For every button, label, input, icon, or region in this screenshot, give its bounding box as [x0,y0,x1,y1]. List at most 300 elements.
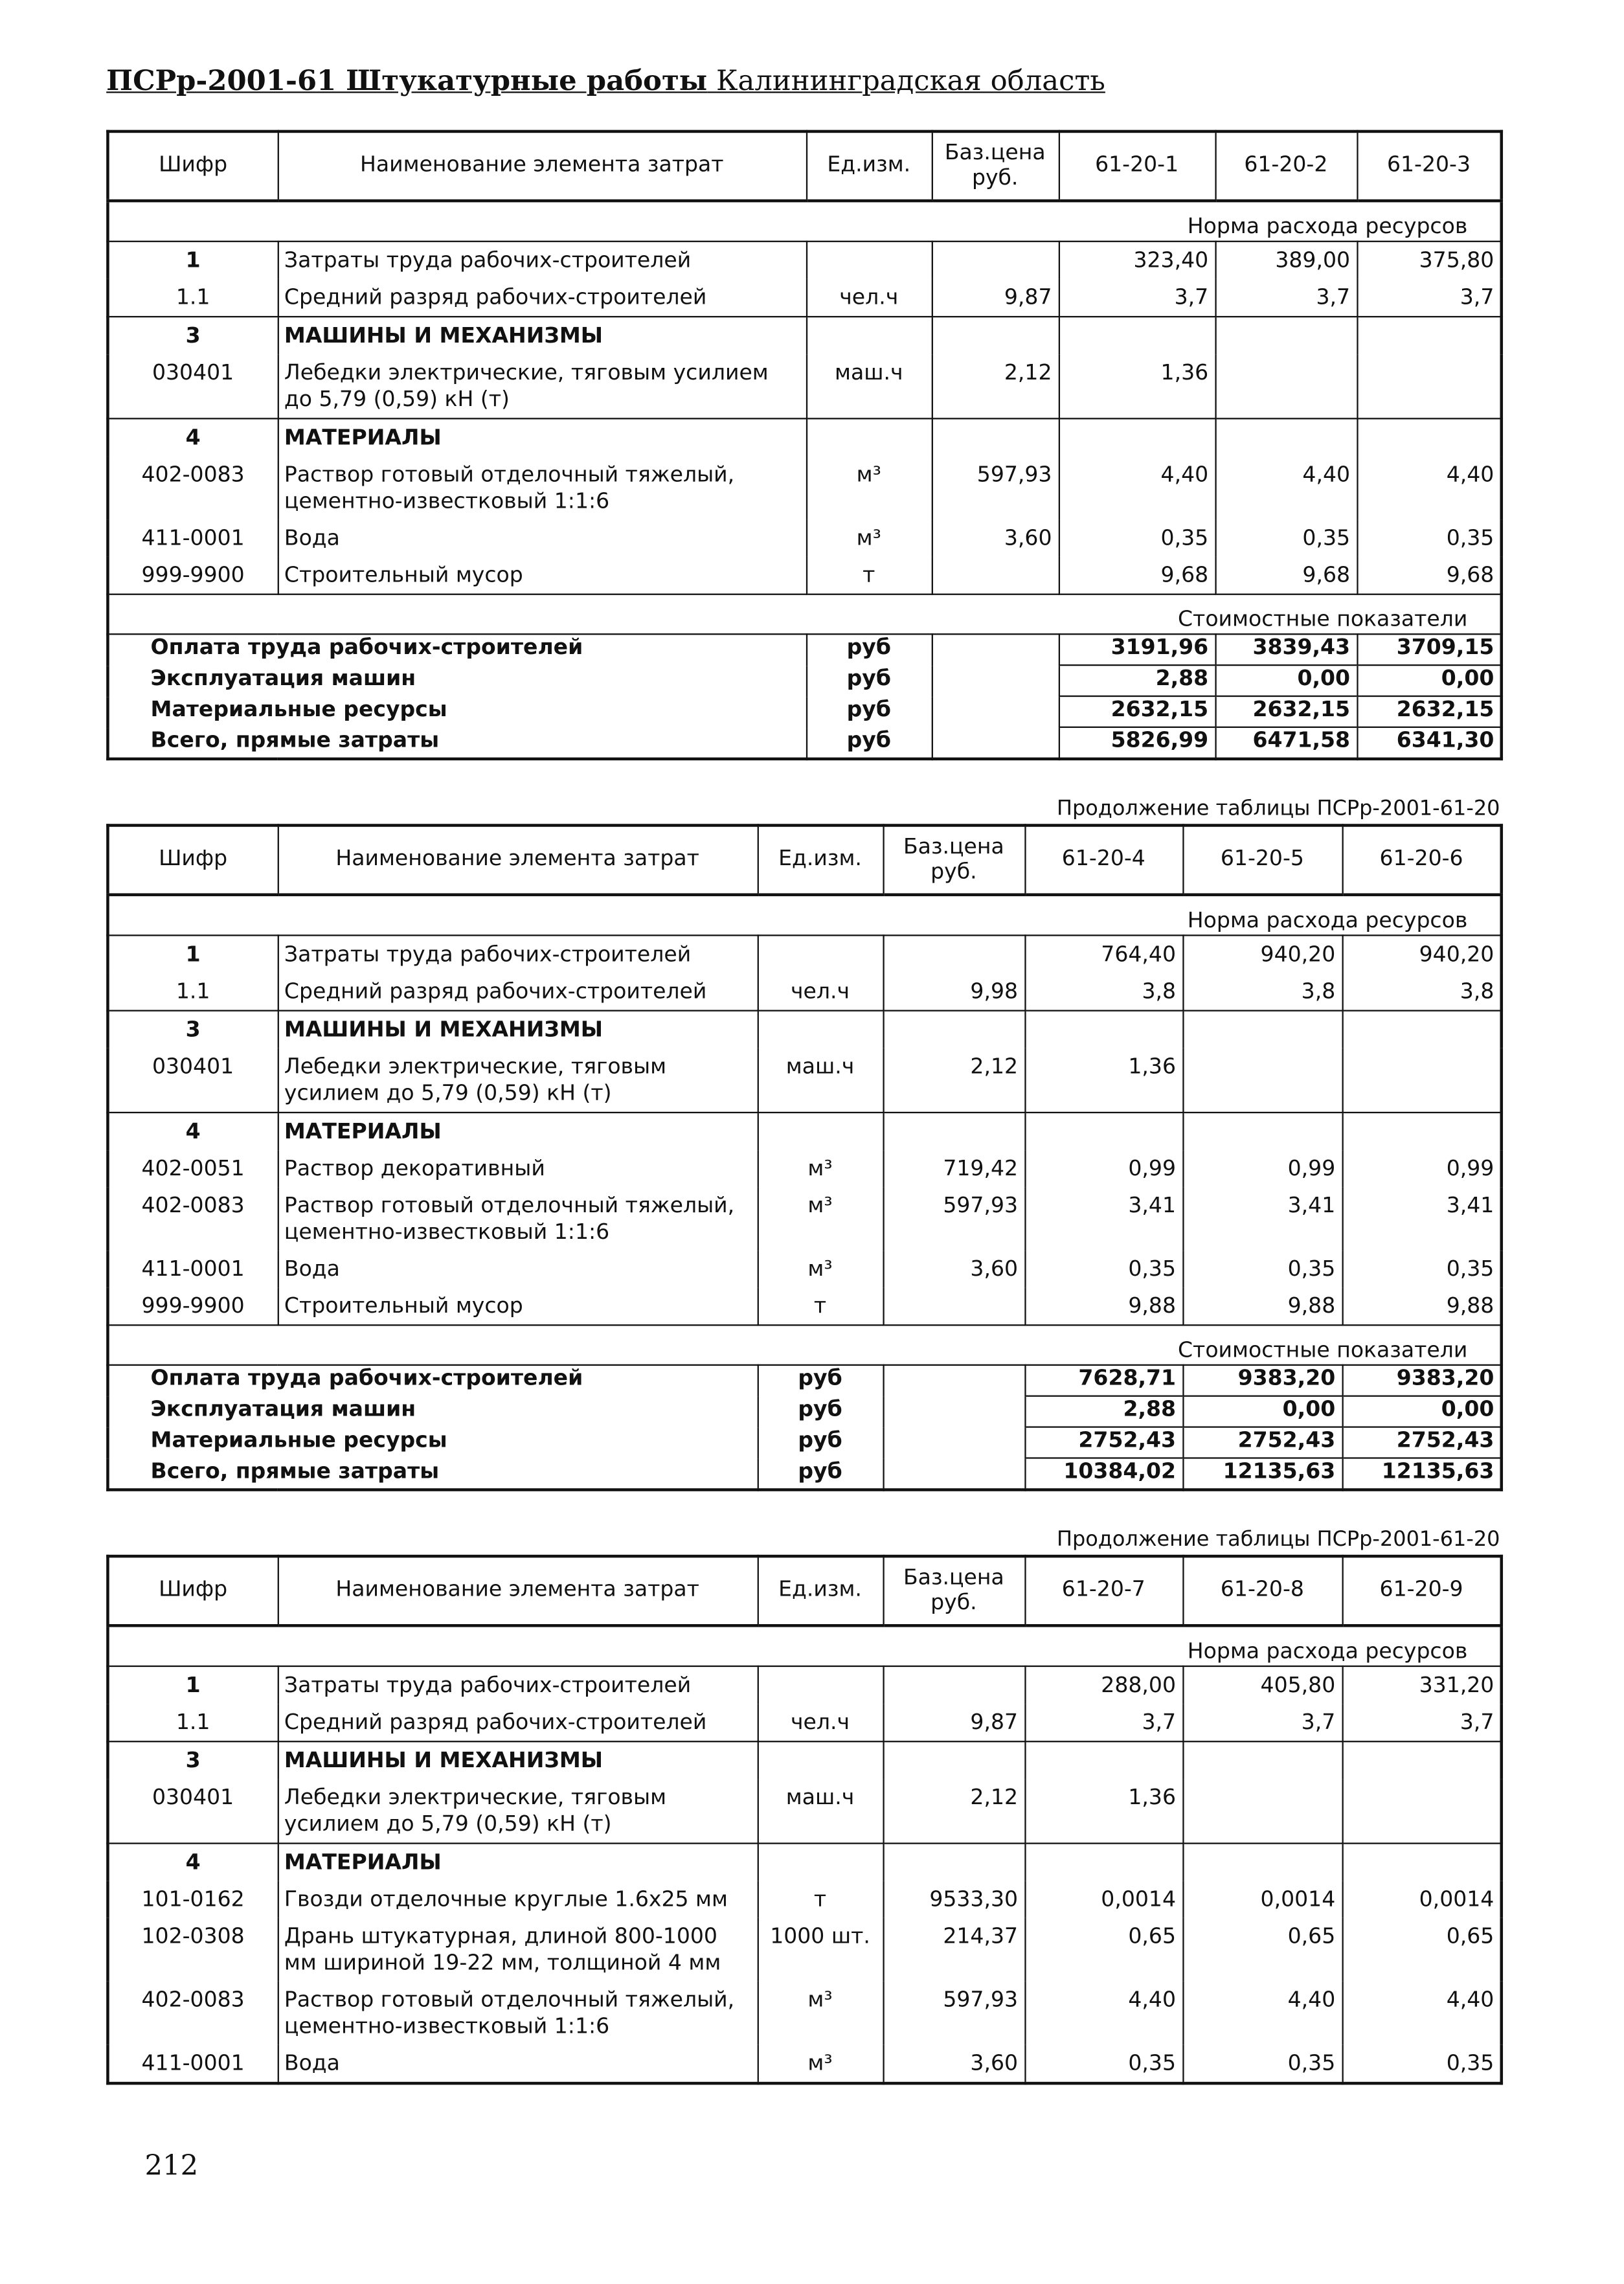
row-value: 0,0014 [1182,1881,1342,1918]
row-price [883,935,1024,973]
table-row [107,1918,1501,1982]
row-value: 0,0014 [1342,1881,1502,1918]
row-name: Затраты труда рабочих-строителей [278,1666,758,1704]
row-code: 1.1 [107,279,277,317]
row-value [1182,1844,1342,1881]
row-value: 940,20 [1182,935,1342,973]
row-unit [758,1741,883,1779]
row-value: 3,41 [1342,1187,1502,1250]
row-unit: маш.ч [758,1779,883,1843]
row-value: 3,7 [1182,1704,1342,1741]
cost-value: 2752,43 [1182,1427,1342,1458]
row-price: 9,98 [883,973,1024,1011]
cost-value: 12135,63 [1342,1458,1502,1490]
row-code: 1.1 [107,973,277,1011]
cost-value: 5826,99 [1059,727,1215,759]
cost-unit: руб [758,1396,883,1427]
row-value: 3,7 [1024,1704,1182,1741]
table-header [107,1556,1501,1625]
row-code: 030401 [107,1779,277,1843]
row-value: 0,99 [1342,1150,1502,1187]
header-price: Баз.цена руб. [883,826,1024,895]
table-row [107,457,1501,520]
table-row [107,520,1501,557]
cost-value: 2,88 [1024,1396,1182,1427]
row-value: 9,68 [1059,557,1215,594]
cost-row [107,1458,1501,1490]
row-value: 0,35 [1215,520,1357,557]
row-name: Раствор декоративный [278,1150,758,1187]
cost-value: 3709,15 [1357,634,1501,665]
row-name: МАШИНЫ И МЕХАНИЗМЫ [278,1741,758,1779]
row-unit: м³ [758,2045,883,2083]
cost-name: Материальные ресурсы [107,696,806,727]
cost-name: Эксплуатация машин [107,1396,757,1427]
row-value [1342,1048,1502,1113]
row-unit: чел.ч [758,1704,883,1741]
row-price [932,418,1059,456]
row-name: МАТЕРИАЛЫ [278,1844,758,1881]
table-header [107,131,1501,201]
row-name: МАТЕРИАЛЫ [278,418,806,456]
row-price [932,557,1059,594]
row-value [1182,1048,1342,1113]
cost-price-empty [883,1427,1024,1458]
cost-row [107,1396,1501,1427]
row-unit: м³ [758,1250,883,1287]
row-value: 288,00 [1024,1666,1182,1704]
cost-name: Эксплуатация машин [107,665,806,696]
row-value: 0,35 [1182,1250,1342,1287]
row-unit [806,242,932,279]
row-name: Лебедки электрические, тяговым усилием до 5,79 (0,59) кН (т) [278,354,806,418]
cost-row [107,727,1501,759]
table-row [107,1704,1501,1741]
cost-value: 0,00 [1342,1396,1502,1427]
row-unit: т [758,1881,883,1918]
norm-label: Норма расхода ресурсов [107,201,1501,242]
row-value: 0,35 [1342,2045,1502,2083]
cost-price-empty [932,665,1059,696]
section-label-row [107,895,1501,936]
cost-value: 3839,43 [1215,634,1357,665]
row-value: 0,35 [1182,2045,1342,2083]
row-value: 0,99 [1182,1150,1342,1187]
table-row [107,1048,1501,1113]
header-price: Баз.цена руб. [932,131,1059,201]
row-value [1182,1011,1342,1048]
row-price: 597,93 [883,1982,1024,2045]
row-unit: 1000 шт. [758,1918,883,1982]
cost-value: 9383,20 [1182,1365,1342,1396]
row-value: 9,68 [1215,557,1357,594]
row-value: 4,40 [1215,457,1357,520]
row-value: 405,80 [1182,1666,1342,1704]
cost-name: Всего, прямые затраты [107,1458,757,1490]
row-value: 0,35 [1024,2045,1182,2083]
row-unit [758,935,883,973]
row-value [1357,354,1501,418]
continuation-label: Продолжение таблицы ПСРр-2001-61-20 [1056,1528,1500,1552]
cost-row [107,1365,1501,1396]
cost-price-empty [932,634,1059,665]
cost-row [107,665,1501,696]
cost-value: 10384,02 [1024,1458,1182,1490]
row-value: 3,8 [1024,973,1182,1011]
row-code: 411-0001 [107,1250,277,1287]
row-value: 1,36 [1024,1048,1182,1113]
row-value [1342,1844,1502,1881]
table-row [107,1287,1501,1325]
row-name: Средний разряд рабочих-строителей [278,973,758,1011]
table-row [107,1113,1501,1150]
cost-value: 0,00 [1215,665,1357,696]
cost-value: 6471,58 [1215,727,1357,759]
table-row [107,557,1501,594]
row-code: 402-0083 [107,1982,277,2045]
row-value: 9,88 [1342,1287,1502,1325]
title-bold: ПСРр-2001-61 Штукатурные работы [106,65,708,98]
row-value [1342,1011,1502,1048]
row-code: 1 [107,1666,277,1704]
header-price: Баз.цена руб. [883,1556,1024,1625]
row-code: 999-9900 [107,557,277,594]
row-code: 3 [107,1011,277,1048]
cost-price-empty [932,696,1059,727]
row-price: 9533,30 [883,1881,1024,1918]
row-unit [758,1011,883,1048]
header-name: Наименование элемента затрат [278,826,758,895]
row-code: 101-0162 [107,1881,277,1918]
row-name: Лебедки электрические, тяговым усилием до 5,79 (0,59) кН (т) [278,1779,758,1843]
table-row [107,1250,1501,1287]
row-price [883,1113,1024,1150]
table-row [107,1779,1501,1843]
section-label-row [107,201,1501,242]
cost-unit: руб [758,1427,883,1458]
row-code: 030401 [107,1048,277,1113]
row-code: 402-0051 [107,1150,277,1187]
row-value [1342,1741,1502,1779]
row-value: 331,20 [1342,1666,1502,1704]
row-value: 323,40 [1059,242,1215,279]
row-value: 4,40 [1059,457,1215,520]
row-price: 597,93 [883,1187,1024,1250]
row-value: 389,00 [1215,242,1357,279]
row-name: Средний разряд рабочих-строителей [278,279,806,317]
row-name: Раствор готовый отделочный тяжелый, цементно-известковый 1:1:6 [278,1982,758,2045]
row-name: Строительный мусор [278,1287,758,1325]
cost-value: 12135,63 [1182,1458,1342,1490]
row-name: Дрань штукатурная, длиной 800-1000 мм шириной 19-22 мм, толщиной 4 мм [278,1918,758,1982]
header-norm-code: 61-20-9 [1342,1556,1502,1625]
cost-unit: руб [806,665,932,696]
row-value [1215,418,1357,456]
row-value: 764,40 [1024,935,1182,973]
header-norm-code: 61-20-5 [1182,826,1342,895]
table-row [107,1666,1501,1704]
cost-value: 2752,43 [1342,1427,1502,1458]
row-price: 2,12 [932,354,1059,418]
cost-unit: руб [758,1365,883,1396]
table-row [107,418,1501,456]
table-row [107,317,1501,354]
cost-table-2 [106,824,1503,1491]
cost-value: 2632,15 [1059,696,1215,727]
row-code: 3 [107,1741,277,1779]
row-unit: маш.ч [758,1048,883,1113]
row-price: 9,87 [932,279,1059,317]
cost-price-empty [883,1396,1024,1427]
header-norm-code: 61-20-7 [1024,1556,1182,1625]
row-code: 102-0308 [107,1918,277,1982]
row-value: 3,7 [1342,1704,1502,1741]
row-value [1342,1779,1502,1843]
row-value: 3,7 [1215,279,1357,317]
row-price: 597,93 [932,457,1059,520]
section-label-row [107,1625,1501,1666]
row-unit: м³ [806,457,932,520]
cost-unit: руб [758,1458,883,1490]
row-unit [806,418,932,456]
row-value: 3,41 [1182,1187,1342,1250]
row-code: 411-0001 [107,520,277,557]
row-code: 1 [107,935,277,973]
table-row [107,935,1501,973]
cost-value: 2632,15 [1357,696,1501,727]
row-value: 1,36 [1024,1779,1182,1843]
row-value [1215,354,1357,418]
table-row [107,1150,1501,1187]
row-price [883,1844,1024,1881]
cost-unit: руб [806,727,932,759]
row-code: 999-9900 [107,1287,277,1325]
row-name: Гвозди отделочные круглые 1.6x25 мм [278,1881,758,1918]
row-value: 940,20 [1342,935,1502,973]
row-value: 0,99 [1024,1150,1182,1187]
header-norm-code: 61-20-8 [1182,1556,1342,1625]
header-unit: Ед.изм. [806,131,932,201]
row-name: МАШИНЫ И МЕХАНИЗМЫ [278,317,806,354]
row-price: 3,60 [883,2045,1024,2083]
row-code: 411-0001 [107,2045,277,2083]
row-value: 9,88 [1024,1287,1182,1325]
table-row [107,1187,1501,1250]
row-name: Затраты труда рабочих-строителей [278,242,806,279]
row-price: 3,60 [883,1250,1024,1287]
cost-value: 7628,71 [1024,1365,1182,1396]
row-price: 9,87 [883,1704,1024,1741]
row-value: 3,41 [1024,1187,1182,1250]
cost-row [107,1427,1501,1458]
row-name: Строительный мусор [278,557,806,594]
row-name: МАТЕРИАЛЫ [278,1113,758,1150]
row-price: 719,42 [883,1150,1024,1187]
table-row [107,1881,1501,1918]
row-value: 0,35 [1357,520,1501,557]
row-value: 3,8 [1182,973,1342,1011]
row-name: МАШИНЫ И МЕХАНИЗМЫ [278,1011,758,1048]
cost-value: 2632,15 [1215,696,1357,727]
table-row [107,973,1501,1011]
row-code: 3 [107,317,277,354]
cost-name: Материальные ресурсы [107,1427,757,1458]
section-label-row [107,1325,1501,1365]
page-number: 212 [144,2149,199,2182]
table-row [107,1011,1501,1048]
row-unit [758,1666,883,1704]
cost-label: Стоимостные показатели [107,594,1501,635]
row-value [1182,1779,1342,1843]
row-value: 1,36 [1059,354,1215,418]
row-value: 4,40 [1357,457,1501,520]
row-unit: м³ [758,1187,883,1250]
cost-value: 9383,20 [1342,1365,1502,1396]
row-value: 0,65 [1182,1918,1342,1982]
row-price: 214,37 [883,1918,1024,1982]
table-row [107,242,1501,279]
norm-label: Норма расхода ресурсов [107,895,1501,936]
cost-value: 3191,96 [1059,634,1215,665]
header-code: Шифр [107,826,277,895]
row-unit: чел.ч [806,279,932,317]
row-price [883,1741,1024,1779]
row-value [1342,1113,1502,1150]
header-norm-code: 61-20-1 [1059,131,1215,201]
row-code: 4 [107,1113,277,1150]
page-title [106,65,1105,97]
row-price [883,1666,1024,1704]
row-value: 4,40 [1024,1982,1182,2045]
row-value: 0,35 [1059,520,1215,557]
table-row [107,1982,1501,2045]
row-value: 375,80 [1357,242,1501,279]
cost-value: 2,88 [1059,665,1215,696]
row-value [1024,1844,1182,1881]
cost-table-1 [106,130,1503,761]
cost-value: 6341,30 [1357,727,1501,759]
row-price [932,242,1059,279]
header-norm-code: 61-20-3 [1357,131,1501,201]
row-value: 0,65 [1024,1918,1182,1982]
row-value [1215,317,1357,354]
row-unit [758,1844,883,1881]
cost-value: 0,00 [1357,665,1501,696]
row-name: Раствор готовый отделочный тяжелый, цементно-известковый 1:1:6 [278,1187,758,1250]
row-value [1357,317,1501,354]
row-price [883,1011,1024,1048]
row-value [1059,418,1215,456]
row-unit [806,317,932,354]
row-code: 4 [107,1844,277,1881]
cost-row [107,696,1501,727]
section-label-row [107,594,1501,635]
row-value: 0,65 [1342,1918,1502,1982]
row-name: Лебедки электрические, тяговым усилием до 5,79 (0,59) кН (т) [278,1048,758,1113]
header-code: Шифр [107,131,277,201]
cost-name: Оплата труда рабочих-строителей [107,1365,757,1396]
row-value [1357,418,1501,456]
row-unit: т [758,1287,883,1325]
cost-price-empty [932,727,1059,759]
cost-name: Оплата труда рабочих-строителей [107,634,806,665]
cost-unit: руб [806,634,932,665]
cost-table-3 [106,1555,1503,2085]
row-value: 0,35 [1342,1250,1502,1287]
row-value: 0,0014 [1024,1881,1182,1918]
row-price: 3,60 [932,520,1059,557]
row-name: Вода [278,1250,758,1287]
row-value: 4,40 [1182,1982,1342,2045]
row-price [883,1287,1024,1325]
row-price [932,317,1059,354]
row-unit: маш.ч [806,354,932,418]
row-unit: т [806,557,932,594]
header-norm-code: 61-20-4 [1024,826,1182,895]
row-value: 3,7 [1357,279,1501,317]
table-row [107,1741,1501,1779]
cost-price-empty [883,1458,1024,1490]
row-name: Раствор готовый отделочный тяжелый, цементно-известковый 1:1:6 [278,457,806,520]
row-value [1182,1113,1342,1150]
row-code: 402-0083 [107,457,277,520]
row-value: 0,35 [1024,1250,1182,1287]
row-name: Средний разряд рабочих-строителей [278,1704,758,1741]
row-name: Вода [278,520,806,557]
table-row [107,279,1501,317]
row-value [1059,317,1215,354]
row-value: 3,7 [1059,279,1215,317]
cost-label: Стоимостные показатели [107,1325,1501,1365]
row-code: 4 [107,418,277,456]
header-norm-code: 61-20-2 [1215,131,1357,201]
row-value [1182,1741,1342,1779]
table-row [107,354,1501,418]
header-code: Шифр [107,1556,277,1625]
row-price: 2,12 [883,1048,1024,1113]
row-code: 402-0083 [107,1187,277,1250]
row-name: Затраты труда рабочих-строителей [278,935,758,973]
row-code: 030401 [107,354,277,418]
cost-unit: руб [806,696,932,727]
cost-value: 2752,43 [1024,1427,1182,1458]
row-unit: м³ [758,1150,883,1187]
row-price: 2,12 [883,1779,1024,1843]
header-name: Наименование элемента затрат [278,131,806,201]
row-unit: м³ [806,520,932,557]
row-value: 3,8 [1342,973,1502,1011]
header-name: Наименование элемента затрат [278,1556,758,1625]
row-value: 4,40 [1342,1982,1502,2045]
continuation-label: Продолжение таблицы ПСРр-2001-61-20 [1056,797,1500,821]
title-region: Калининградская область [716,65,1105,98]
row-value [1024,1011,1182,1048]
row-value [1024,1741,1182,1779]
row-name: Вода [278,2045,758,2083]
norm-label: Норма расхода ресурсов [107,1625,1501,1666]
row-unit: м³ [758,1982,883,2045]
cost-price-empty [883,1365,1024,1396]
header-unit: Ед.изм. [758,1556,883,1625]
table-row [107,1844,1501,1881]
row-unit [758,1113,883,1150]
cost-value: 0,00 [1182,1396,1342,1427]
cost-name: Всего, прямые затраты [107,727,806,759]
header-norm-code: 61-20-6 [1342,826,1502,895]
row-value: 9,88 [1182,1287,1342,1325]
row-code: 1 [107,242,277,279]
row-value [1024,1113,1182,1150]
